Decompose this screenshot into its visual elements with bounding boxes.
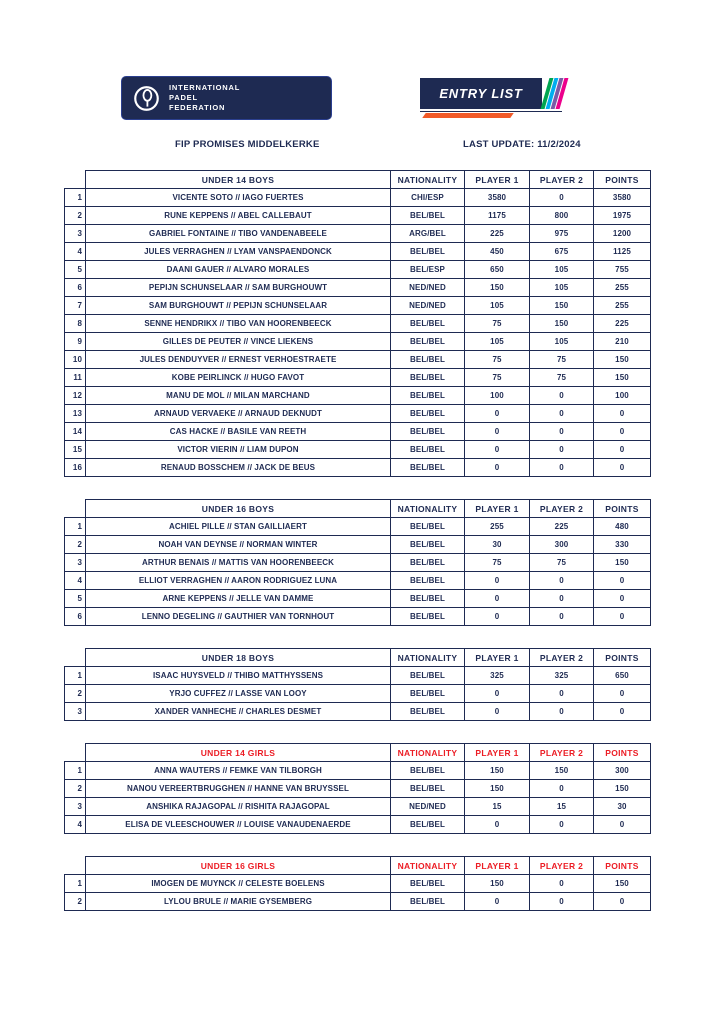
table-row: [65, 189, 651, 207]
table-row: [65, 261, 651, 279]
player1-points: 0: [465, 703, 530, 721]
row-number: 1: [65, 518, 86, 536]
table-row: [65, 816, 651, 834]
player-pair: LYLOU BRULE // MARIE GYSEMBERG: [86, 893, 391, 911]
row-number: 8: [65, 315, 86, 333]
nationality: BEL/BEL: [391, 608, 465, 626]
player-pair: NANOU VEREERTBRUGGHEN // HANNE VAN BRUYSSEL: [86, 780, 391, 798]
total-points: 210: [594, 333, 651, 351]
player2-points: 75: [530, 369, 594, 387]
entry-table: [64, 856, 651, 911]
banner-background: [420, 78, 542, 109]
row-number: 12: [65, 387, 86, 405]
col-header-player2: PLAYER 2: [530, 649, 594, 667]
player2-points: 0: [530, 685, 594, 703]
table-row: [65, 279, 651, 297]
player-pair: ANSHIKA RAJAGOPAL // RISHITA RAJAGOPAL: [86, 798, 391, 816]
table-row: [65, 798, 651, 816]
table-row: [65, 554, 651, 572]
total-points: 300: [594, 762, 651, 780]
player-pair: ARNE KEPPENS // JELLE VAN DAMME: [86, 590, 391, 608]
row-number: 4: [65, 243, 86, 261]
nationality: BEL/BEL: [391, 243, 465, 261]
table-title: UNDER 14 GIRLS: [86, 744, 391, 762]
player2-points: 75: [530, 554, 594, 572]
total-points: 150: [594, 369, 651, 387]
table-row: [65, 608, 651, 626]
row-number: 10: [65, 351, 86, 369]
player2-points: 0: [530, 875, 594, 893]
player2-points: 975: [530, 225, 594, 243]
player2-points: 325: [530, 667, 594, 685]
col-header-points: POINTS: [594, 171, 651, 189]
table-row: [65, 351, 651, 369]
nationality: BEL/BEL: [391, 405, 465, 423]
total-points: 1200: [594, 225, 651, 243]
col-header-player2: PLAYER 2: [530, 744, 594, 762]
row-number: 16: [65, 459, 86, 477]
row-number: 5: [65, 590, 86, 608]
player-pair: ANNA WAUTERS // FEMKE VAN TILBORGH: [86, 762, 391, 780]
entry-table: [64, 499, 651, 626]
total-points: 0: [594, 893, 651, 911]
col-header-points: POINTS: [594, 744, 651, 762]
player1-points: 225: [465, 225, 530, 243]
total-points: 0: [594, 590, 651, 608]
player-pair: SAM BURGHOUWT // PEPIJN SCHUNSELAAR: [86, 297, 391, 315]
player2-points: 105: [530, 261, 594, 279]
player-pair: ISAAC HUYSVELD // THIBO MATTHYSSENS: [86, 667, 391, 685]
total-points: 0: [594, 572, 651, 590]
total-points: 255: [594, 297, 651, 315]
col-header-player2: PLAYER 2: [530, 500, 594, 518]
total-points: 1125: [594, 243, 651, 261]
banner-stripes: [545, 78, 564, 109]
player1-points: 105: [465, 333, 530, 351]
total-points: 755: [594, 261, 651, 279]
table-title: UNDER 14 BOYS: [86, 171, 391, 189]
total-points: 480: [594, 518, 651, 536]
player2-points: 0: [530, 590, 594, 608]
total-points: 0: [594, 608, 651, 626]
nationality: BEL/BEL: [391, 893, 465, 911]
nationality: BEL/BEL: [391, 816, 465, 834]
player1-points: 75: [465, 351, 530, 369]
player-pair: JULES DENDUYVER // ERNEST VERHOESTRAETE: [86, 351, 391, 369]
total-points: 150: [594, 875, 651, 893]
table-row: [65, 518, 651, 536]
player-pair: PEPIJN SCHUNSELAAR // SAM BURGHOUWT: [86, 279, 391, 297]
player1-points: 0: [465, 572, 530, 590]
player-pair: VICTOR VIERIN // LIAM DUPON: [86, 441, 391, 459]
banner-title: ENTRY LIST: [439, 86, 523, 101]
nationality: BEL/BEL: [391, 762, 465, 780]
total-points: 255: [594, 279, 651, 297]
player1-points: 100: [465, 387, 530, 405]
player-pair: XANDER VANHECHE // CHARLES DESMET: [86, 703, 391, 721]
table-title: UNDER 16 BOYS: [86, 500, 391, 518]
col-header-points: POINTS: [594, 500, 651, 518]
table-row: [65, 333, 651, 351]
row-number: 6: [65, 608, 86, 626]
row-number: 5: [65, 261, 86, 279]
col-header-player1: PLAYER 1: [465, 857, 530, 875]
player1-points: 0: [465, 423, 530, 441]
player2-points: 0: [530, 703, 594, 721]
table-row: [65, 703, 651, 721]
player-pair: RENAUD BOSSCHEM // JACK DE BEUS: [86, 459, 391, 477]
nationality: NED/NED: [391, 297, 465, 315]
col-header-player1: PLAYER 1: [465, 500, 530, 518]
player-pair: IMOGEN DE MUYNCK // CELESTE BOELENS: [86, 875, 391, 893]
player-pair: LENNO DEGELING // GAUTHIER VAN TORNHOUT: [86, 608, 391, 626]
row-number: 3: [65, 554, 86, 572]
row-number: 15: [65, 441, 86, 459]
nationality: BEL/BEL: [391, 590, 465, 608]
table-row: [65, 369, 651, 387]
table-header-row: [65, 744, 651, 762]
player2-points: 150: [530, 297, 594, 315]
table-row: [65, 243, 651, 261]
player1-points: 105: [465, 297, 530, 315]
player1-points: 0: [465, 405, 530, 423]
player-pair: ELISA DE VLEESCHOUWER // LOUISE VANAUDENAERDE: [86, 816, 391, 834]
player-pair: RUNE KEPPENS // ABEL CALLEBAUT: [86, 207, 391, 225]
player1-points: 1175: [465, 207, 530, 225]
col-header-nationality: NATIONALITY: [391, 649, 465, 667]
nationality: BEL/BEL: [391, 685, 465, 703]
logo-line-1: INTERNATIONAL: [169, 82, 241, 92]
total-points: 100: [594, 387, 651, 405]
row-number: 1: [65, 667, 86, 685]
player1-points: 0: [465, 441, 530, 459]
player2-points: 800: [530, 207, 594, 225]
total-points: 0: [594, 703, 651, 721]
total-points: 3580: [594, 189, 651, 207]
nationality: BEL/BEL: [391, 703, 465, 721]
player2-points: 0: [530, 816, 594, 834]
player1-points: 0: [465, 608, 530, 626]
nationality: BEL/ESP: [391, 261, 465, 279]
nationality: BEL/BEL: [391, 554, 465, 572]
nationality: BEL/BEL: [391, 875, 465, 893]
nationality: BEL/BEL: [391, 518, 465, 536]
player1-points: 150: [465, 279, 530, 297]
table-row: [65, 572, 651, 590]
player1-points: 0: [465, 590, 530, 608]
total-points: 150: [594, 780, 651, 798]
player2-points: 150: [530, 762, 594, 780]
player1-points: 3580: [465, 189, 530, 207]
table-row: [65, 590, 651, 608]
col-header-nationality: NATIONALITY: [391, 744, 465, 762]
table-row: [65, 536, 651, 554]
player-pair: YRJO CUFFEZ // LASSE VAN LOOY: [86, 685, 391, 703]
total-points: 225: [594, 315, 651, 333]
total-points: 1975: [594, 207, 651, 225]
table-header-row: [65, 857, 651, 875]
table-row: [65, 423, 651, 441]
player1-points: 0: [465, 816, 530, 834]
total-points: 330: [594, 536, 651, 554]
nationality: BEL/BEL: [391, 333, 465, 351]
total-points: 0: [594, 816, 651, 834]
table-header-row: [65, 171, 651, 189]
nationality: NED/NED: [391, 798, 465, 816]
row-number: 2: [65, 536, 86, 554]
row-number: 4: [65, 572, 86, 590]
player2-points: 0: [530, 405, 594, 423]
ipf-logo: [121, 76, 332, 120]
player2-points: 15: [530, 798, 594, 816]
row-number: 2: [65, 893, 86, 911]
player1-points: 650: [465, 261, 530, 279]
col-header-points: POINTS: [594, 649, 651, 667]
table-row: [65, 459, 651, 477]
nationality: BEL/BEL: [391, 536, 465, 554]
row-number: 3: [65, 798, 86, 816]
player-pair: ARTHUR BENAIS // MATTIS VAN HOORENBEECK: [86, 554, 391, 572]
total-points: 150: [594, 554, 651, 572]
col-header-player1: PLAYER 1: [465, 649, 530, 667]
player1-points: 150: [465, 780, 530, 798]
entry-list-banner: [420, 78, 562, 109]
nationality: BEL/BEL: [391, 387, 465, 405]
corner-cell: [65, 857, 86, 875]
ipf-logo-text: [169, 83, 240, 113]
row-number: 2: [65, 780, 86, 798]
player1-points: 75: [465, 369, 530, 387]
total-points: 0: [594, 423, 651, 441]
table-row: [65, 297, 651, 315]
player1-points: 255: [465, 518, 530, 536]
table-row: [65, 315, 651, 333]
total-points: 0: [594, 405, 651, 423]
table-title: UNDER 18 BOYS: [86, 649, 391, 667]
player2-points: 0: [530, 441, 594, 459]
player2-points: 225: [530, 518, 594, 536]
player1-points: 75: [465, 315, 530, 333]
row-number: 2: [65, 207, 86, 225]
row-number: 1: [65, 875, 86, 893]
player-pair: JULES VERRAGHEN // LYAM VANSPAENDONCK: [86, 243, 391, 261]
logo-line-3: FEDERATION: [169, 103, 226, 113]
player2-points: 0: [530, 189, 594, 207]
entry-table: [64, 648, 651, 721]
player1-points: 30: [465, 536, 530, 554]
col-header-nationality: NATIONALITY: [391, 857, 465, 875]
nationality: BEL/BEL: [391, 459, 465, 477]
total-points: 0: [594, 685, 651, 703]
total-points: 150: [594, 351, 651, 369]
player1-points: 0: [465, 685, 530, 703]
nationality: BEL/BEL: [391, 441, 465, 459]
table-header-row: [65, 500, 651, 518]
table-row: [65, 207, 651, 225]
nationality: BEL/BEL: [391, 369, 465, 387]
player2-points: 0: [530, 423, 594, 441]
player-pair: SENNE HENDRIKX // TIBO VAN HOORENBEECK: [86, 315, 391, 333]
nationality: NED/NED: [391, 279, 465, 297]
player2-points: 0: [530, 387, 594, 405]
table-row: [65, 780, 651, 798]
logo-line-2: PADEL: [169, 92, 198, 102]
row-number: 6: [65, 279, 86, 297]
player1-points: 150: [465, 875, 530, 893]
col-header-nationality: NATIONALITY: [391, 171, 465, 189]
table-title: UNDER 16 GIRLS: [86, 857, 391, 875]
player2-points: 0: [530, 459, 594, 477]
row-number: 9: [65, 333, 86, 351]
player1-points: 0: [465, 459, 530, 477]
player2-points: 675: [530, 243, 594, 261]
entry-table: [64, 743, 651, 834]
nationality: BEL/BEL: [391, 351, 465, 369]
table-row: [65, 762, 651, 780]
row-number: 1: [65, 189, 86, 207]
total-points: 0: [594, 459, 651, 477]
last-update: LAST UPDATE: 11/2/2024: [463, 139, 581, 150]
total-points: 0: [594, 441, 651, 459]
player2-points: 150: [530, 315, 594, 333]
col-header-player1: PLAYER 1: [465, 171, 530, 189]
nationality: BEL/BEL: [391, 667, 465, 685]
event-title: FIP PROMISES MIDDELKERKE: [175, 139, 320, 150]
player2-points: 105: [530, 333, 594, 351]
table-row: [65, 875, 651, 893]
table-row: [65, 893, 651, 911]
player-pair: NOAH VAN DEYNSE // NORMAN WINTER: [86, 536, 391, 554]
player2-points: 300: [530, 536, 594, 554]
nationality: BEL/BEL: [391, 207, 465, 225]
player-pair: MANU DE MOL // MILAN MARCHAND: [86, 387, 391, 405]
row-number: 3: [65, 225, 86, 243]
player1-points: 325: [465, 667, 530, 685]
player2-points: 75: [530, 351, 594, 369]
player-pair: ARNAUD VERVAEKE // ARNAUD DEKNUDT: [86, 405, 391, 423]
table-row: [65, 441, 651, 459]
row-number: 7: [65, 297, 86, 315]
player-pair: GILLES DE PEUTER // VINCE LIEKENS: [86, 333, 391, 351]
col-header-player2: PLAYER 2: [530, 171, 594, 189]
player2-points: 0: [530, 780, 594, 798]
player1-points: 75: [465, 554, 530, 572]
player-pair: ELLIOT VERRAGHEN // AARON RODRIGUEZ LUNA: [86, 572, 391, 590]
table-row: [65, 667, 651, 685]
banner-orange-stripe: [422, 113, 514, 118]
nationality: ARG/BEL: [391, 225, 465, 243]
row-number: 11: [65, 369, 86, 387]
player1-points: 450: [465, 243, 530, 261]
nationality: CHI/ESP: [391, 189, 465, 207]
total-points: 30: [594, 798, 651, 816]
corner-cell: [65, 171, 86, 189]
player2-points: 0: [530, 608, 594, 626]
table-row: [65, 387, 651, 405]
player2-points: 105: [530, 279, 594, 297]
row-number: 4: [65, 816, 86, 834]
entry-table: [64, 170, 651, 477]
row-number: 14: [65, 423, 86, 441]
player1-points: 150: [465, 762, 530, 780]
player2-points: 0: [530, 893, 594, 911]
row-number: 1: [65, 762, 86, 780]
corner-cell: [65, 744, 86, 762]
table-header-row: [65, 649, 651, 667]
tables-container: [64, 170, 650, 933]
player-pair: GABRIEL FONTAINE // TIBO VANDENABEELE: [86, 225, 391, 243]
player1-points: 15: [465, 798, 530, 816]
player-pair: CAS HACKE // BASILE VAN REETH: [86, 423, 391, 441]
nationality: BEL/BEL: [391, 780, 465, 798]
ipf-logo-icon: [133, 85, 160, 112]
row-number: 13: [65, 405, 86, 423]
col-header-player1: PLAYER 1: [465, 744, 530, 762]
player-pair: KOBE PEIRLINCK // HUGO FAVOT: [86, 369, 391, 387]
table-row: [65, 685, 651, 703]
table-row: [65, 405, 651, 423]
col-header-points: POINTS: [594, 857, 651, 875]
player-pair: DAANI GAUER // ALVARO MORALES: [86, 261, 391, 279]
banner-underline: [420, 111, 562, 112]
row-number: 3: [65, 703, 86, 721]
corner-cell: [65, 500, 86, 518]
player-pair: ACHIEL PILLE // STAN GAILLIAERT: [86, 518, 391, 536]
nationality: BEL/BEL: [391, 572, 465, 590]
table-row: [65, 225, 651, 243]
total-points: 650: [594, 667, 651, 685]
player-pair: VICENTE SOTO // IAGO FUERTES: [86, 189, 391, 207]
col-header-nationality: NATIONALITY: [391, 500, 465, 518]
row-number: 2: [65, 685, 86, 703]
nationality: BEL/BEL: [391, 315, 465, 333]
player2-points: 0: [530, 572, 594, 590]
nationality: BEL/BEL: [391, 423, 465, 441]
col-header-player2: PLAYER 2: [530, 857, 594, 875]
player1-points: 0: [465, 893, 530, 911]
corner-cell: [65, 649, 86, 667]
